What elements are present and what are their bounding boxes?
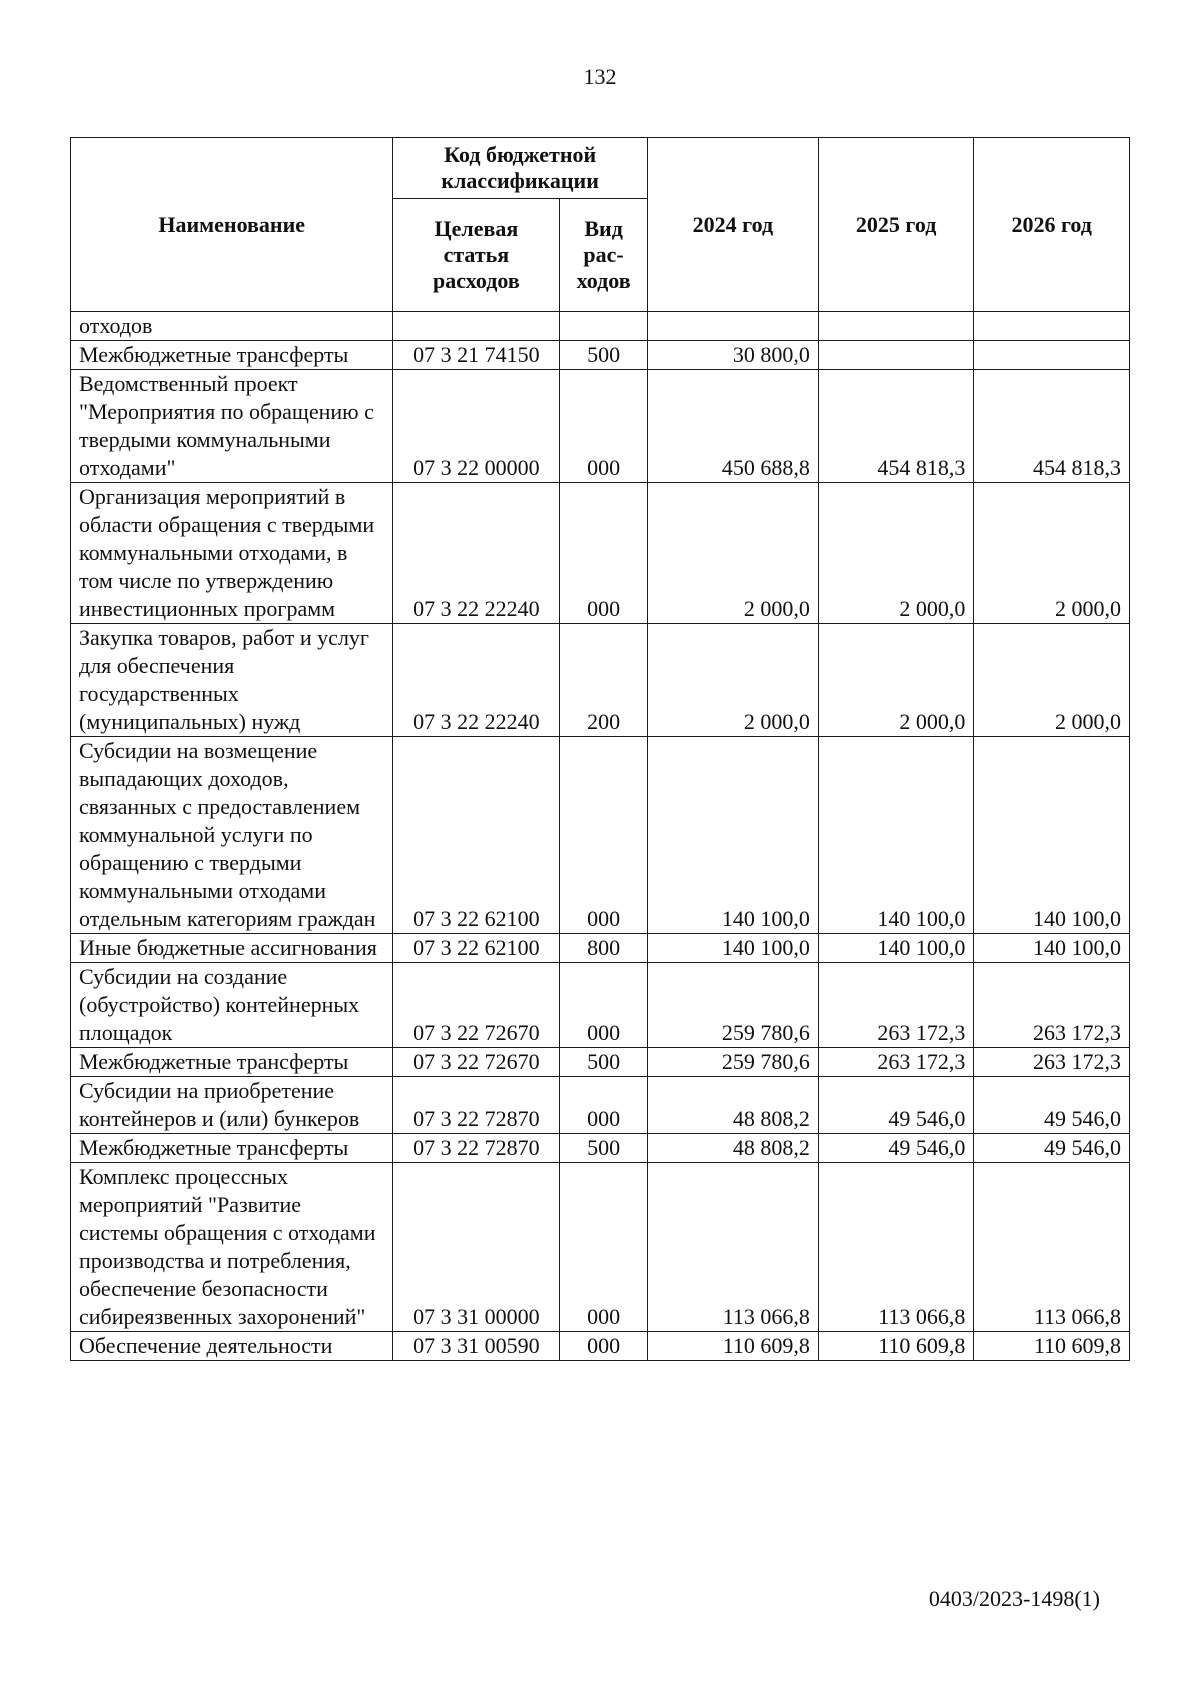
header-2024: 2024 год (647, 138, 818, 312)
row-value-2025 (818, 341, 974, 370)
header-code-group: Код бюджетной классификации (393, 138, 647, 199)
row-value-2025: 49 546,0 (818, 1134, 974, 1163)
row-value-2025: 140 100,0 (818, 737, 974, 934)
page-number: 132 (583, 64, 617, 89)
row-value-2026: 110 609,8 (974, 1332, 1130, 1361)
row-target-code: 07 3 21 74150 (393, 341, 560, 370)
row-value-2024: 259 780,6 (647, 1048, 818, 1077)
table-row (71, 341, 1130, 370)
row-value-2026: 49 546,0 (974, 1077, 1130, 1134)
row-value-2026: 2 000,0 (974, 624, 1130, 737)
row-value-2024: 113 066,8 (647, 1163, 818, 1332)
row-target-code: 07 3 22 72670 (393, 1048, 560, 1077)
header-name: Наименование (71, 138, 393, 312)
row-kind-code: 000 (560, 1077, 648, 1134)
row-target-code: 07 3 22 72670 (393, 963, 560, 1048)
table-row (71, 1332, 1130, 1361)
row-name: Ведомственный проект "Мероприятия по обращению с твердыми коммунальными отходами" (71, 370, 393, 483)
row-value-2024: 2 000,0 (647, 483, 818, 624)
row-value-2025: 263 172,3 (818, 1048, 974, 1077)
row-value-2024: 48 808,2 (647, 1077, 818, 1134)
row-value-2024: 2 000,0 (647, 624, 818, 737)
row-value-2026: 454 818,3 (974, 370, 1130, 483)
row-name: Субсидии на возмещение выпадающих доходов, связанных с предоставлением коммунальной услуги по обращению с твердыми коммунальными отходами отдельным категориям граждан (71, 737, 393, 934)
row-value-2024: 259 780,6 (647, 963, 818, 1048)
row-value-2024: 140 100,0 (647, 934, 818, 963)
row-target-code (393, 312, 560, 341)
row-name: Субсидии на приобретение контейнеров и (или) бункеров (71, 1077, 393, 1134)
row-value-2024: 140 100,0 (647, 737, 818, 934)
row-kind-code: 800 (560, 934, 648, 963)
table-row (71, 1077, 1130, 1134)
row-value-2026 (974, 341, 1130, 370)
row-name: Межбюджетные трансферты (71, 341, 393, 370)
row-target-code: 07 3 31 00590 (393, 1332, 560, 1361)
row-kind-code: 000 (560, 483, 648, 624)
row-kind-code: 000 (560, 737, 648, 934)
row-name: отходов (71, 312, 393, 341)
table-header (71, 138, 1130, 312)
row-kind-code: 000 (560, 1163, 648, 1332)
row-value-2024: 48 808,2 (647, 1134, 818, 1163)
row-target-code: 07 3 22 72870 (393, 1077, 560, 1134)
row-target-code: 07 3 22 22240 (393, 483, 560, 624)
row-value-2024: 30 800,0 (647, 341, 818, 370)
header-2026: 2026 год (974, 138, 1130, 312)
row-target-code: 07 3 22 62100 (393, 934, 560, 963)
row-kind-code (560, 312, 648, 341)
row-value-2025: 2 000,0 (818, 624, 974, 737)
table-row (71, 737, 1130, 934)
row-name: Субсидии на создание (обустройство) контейнерных площадок (71, 963, 393, 1048)
table-row (71, 370, 1130, 483)
table-row (71, 1134, 1130, 1163)
row-value-2026: 140 100,0 (974, 737, 1130, 934)
row-kind-code: 000 (560, 1332, 648, 1361)
row-value-2026: 49 546,0 (974, 1134, 1130, 1163)
row-value-2025: 454 818,3 (818, 370, 974, 483)
header-target: Целевая статья расходов (393, 199, 560, 312)
header-2025: 2025 год (818, 138, 974, 312)
row-value-2025: 2 000,0 (818, 483, 974, 624)
row-kind-code: 200 (560, 624, 648, 737)
row-kind-code: 000 (560, 370, 648, 483)
row-value-2024: 450 688,8 (647, 370, 818, 483)
row-name: Организация мероприятий в области обращения с твердыми коммунальными отходами, в том числе по утверждению инвестиционных программ (71, 483, 393, 624)
row-name: Закупка товаров, работ и услуг для обеспечения государственных (муниципальных) нужд (71, 624, 393, 737)
row-name: Обеспечение деятельности (71, 1332, 393, 1361)
row-kind-code: 500 (560, 1048, 648, 1077)
row-kind-code: 500 (560, 1134, 648, 1163)
table-row (71, 1163, 1130, 1332)
row-value-2026: 140 100,0 (974, 934, 1130, 963)
header-kind: Вид рас- ходов (560, 199, 648, 312)
table-row (71, 312, 1130, 341)
row-name: Комплекс процессных мероприятий "Развитие системы обращения с отходами производства и потребления, обеспечение безопасности сибиреязвенных захоронений" (71, 1163, 393, 1332)
budget-table (70, 137, 1130, 1361)
row-value-2025 (818, 312, 974, 341)
row-target-code: 07 3 22 00000 (393, 370, 560, 483)
footer-code: 0403/2023-1498(1) (928, 1586, 1100, 1611)
row-target-code: 07 3 31 00000 (393, 1163, 560, 1332)
row-value-2025: 113 066,8 (818, 1163, 974, 1332)
row-value-2025: 140 100,0 (818, 934, 974, 963)
row-value-2025: 110 609,8 (818, 1332, 974, 1361)
row-kind-code: 000 (560, 963, 648, 1048)
table-row (71, 483, 1130, 624)
row-name: Межбюджетные трансферты (71, 1134, 393, 1163)
table-row (71, 1048, 1130, 1077)
row-name: Межбюджетные трансферты (71, 1048, 393, 1077)
row-value-2026: 2 000,0 (974, 483, 1130, 624)
row-target-code: 07 3 22 72870 (393, 1134, 560, 1163)
row-value-2025: 49 546,0 (818, 1077, 974, 1134)
row-target-code: 07 3 22 62100 (393, 737, 560, 934)
row-value-2024: 110 609,8 (647, 1332, 818, 1361)
row-value-2026: 263 172,3 (974, 1048, 1130, 1077)
row-target-code: 07 3 22 22240 (393, 624, 560, 737)
table-body (71, 312, 1130, 1361)
row-name: Иные бюджетные ассигнования (71, 934, 393, 963)
row-value-2026: 263 172,3 (974, 963, 1130, 1048)
row-value-2026: 113 066,8 (974, 1163, 1130, 1332)
table-row (71, 624, 1130, 737)
row-kind-code: 500 (560, 341, 648, 370)
table-row (71, 934, 1130, 963)
row-value-2026 (974, 312, 1130, 341)
row-value-2024 (647, 312, 818, 341)
row-value-2025: 263 172,3 (818, 963, 974, 1048)
table-row (71, 963, 1130, 1048)
